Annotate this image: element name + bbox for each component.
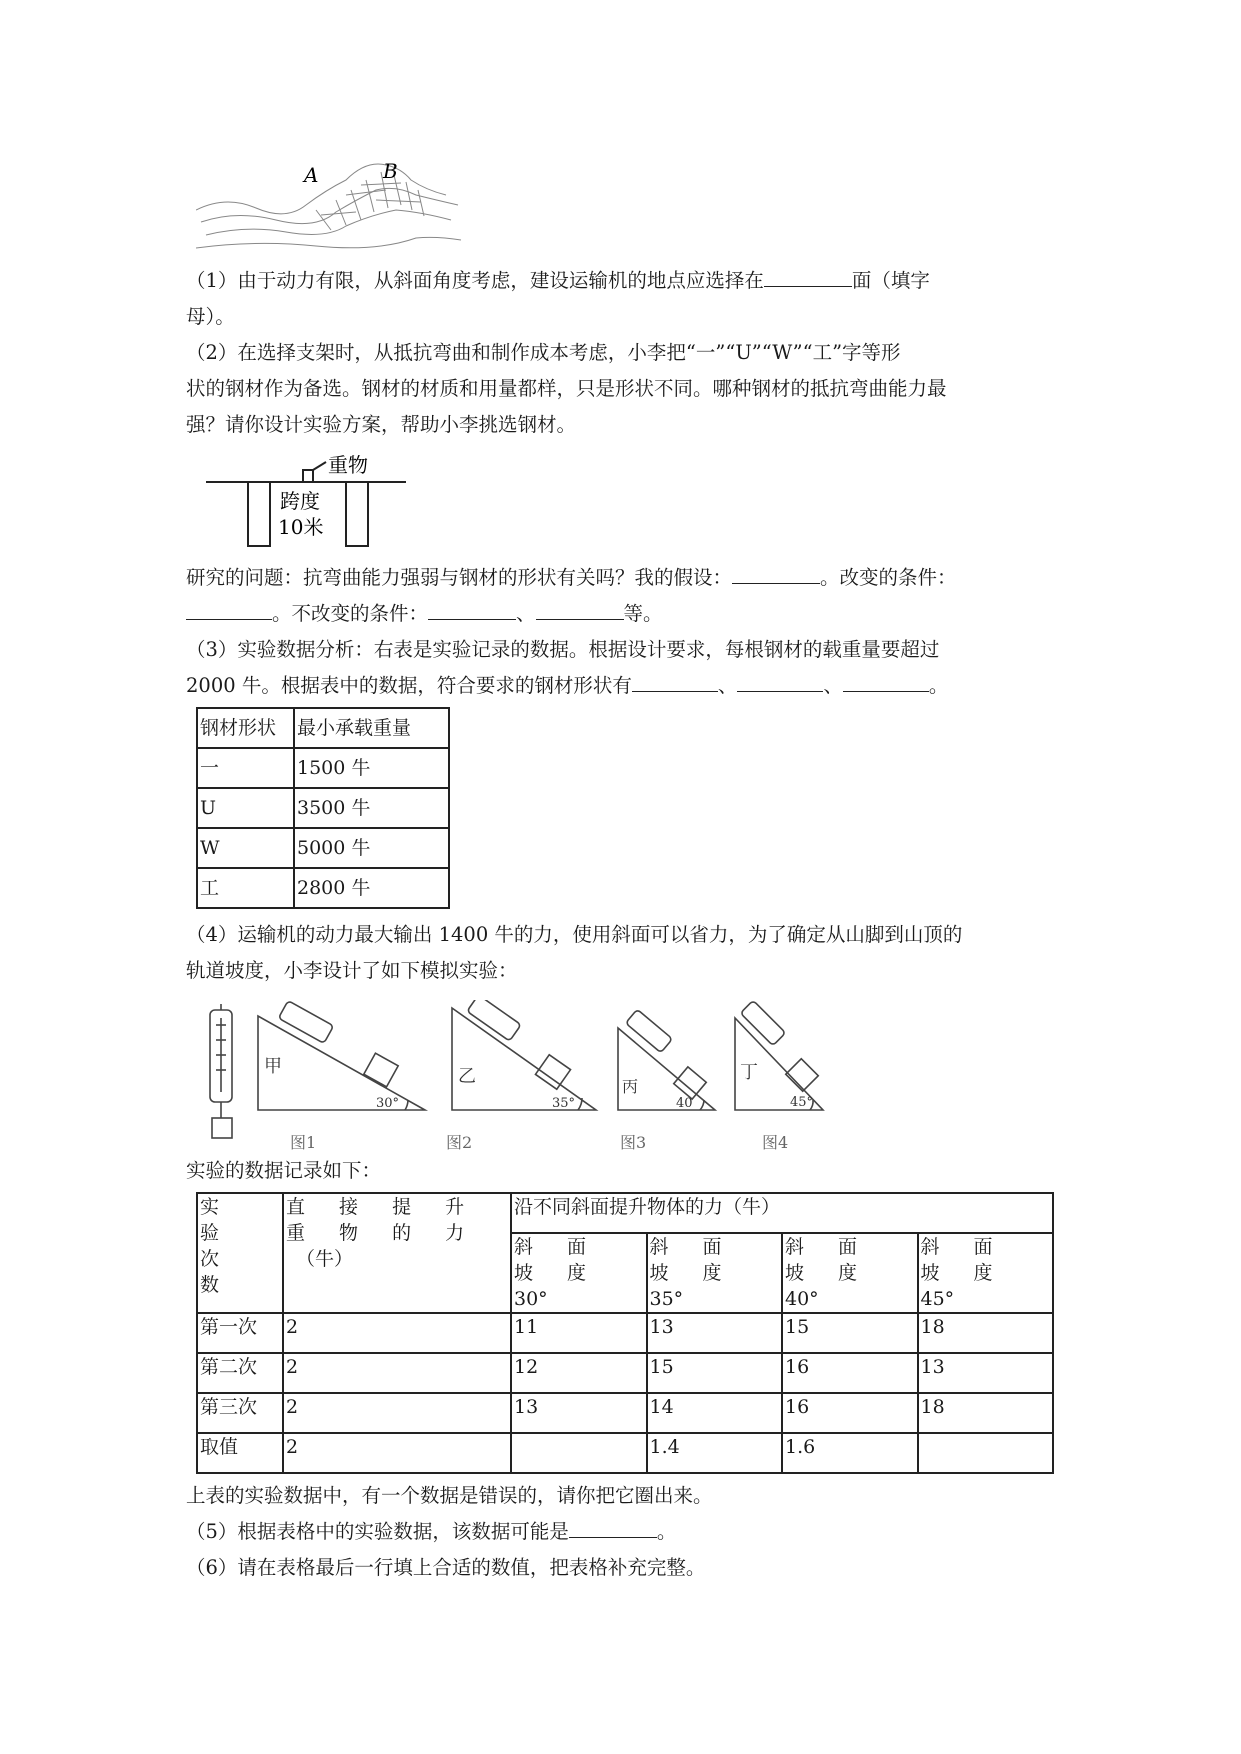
header-cell-group: 沿不同斜面提升物体的力（牛）	[511, 1193, 1053, 1233]
answer-blank-hypothesis[interactable]	[732, 565, 820, 584]
table-cell: 1500 牛	[294, 748, 449, 788]
q2-line1: （2）在选择支架时，从抵抗弯曲和制作成本考虑，小李把“一”“U”“W”“工”字等形	[186, 341, 901, 364]
answer-blank-unchanged-1[interactable]	[428, 601, 516, 620]
research-line2: 。不改变的条件： 、 等。	[186, 601, 1056, 627]
table-cell: 取值	[197, 1433, 283, 1473]
q1-line1: （1）由于动力有限，从斜面角度考虑，建设运输机的地点应选择在 面（填字	[186, 269, 930, 292]
table-row	[197, 748, 449, 788]
table-cell: 12	[511, 1353, 647, 1393]
q5-line: （5）根据表格中的实验数据，该数据可能是 。	[186, 1520, 677, 1543]
fig1-name: 甲	[264, 1056, 282, 1077]
table-cell: 11	[511, 1313, 647, 1353]
table-cell: 16	[782, 1353, 918, 1393]
header-cell-direct: 直 接 提 升 重 物 的 力 （牛）	[283, 1193, 511, 1313]
table-header-row	[197, 708, 449, 748]
header-cell-trial: 实 验 次 数	[197, 1193, 283, 1313]
answer-blank-shape-3[interactable]	[843, 673, 929, 692]
table-cell: 第二次	[197, 1353, 283, 1393]
table-cell[interactable]	[511, 1433, 647, 1473]
header-cell-slope-30: 斜 面 坡 度 30°	[511, 1233, 647, 1313]
table-cell: 1.4	[647, 1433, 783, 1473]
table-cell: 2	[283, 1433, 511, 1473]
table-cell: 一	[197, 748, 294, 788]
answer-blank-shape-2[interactable]	[737, 673, 823, 692]
weight-label: 重物	[328, 454, 368, 477]
q4-line2: 轨道坡度，小李设计了如下模拟实验：	[186, 959, 518, 982]
q2-line2: 状的钢材作为备选。钢材的材质和用量都样，只是形状不同。哪种钢材的抵抗弯曲能力最	[186, 377, 947, 400]
header-cell-slope-35: 斜 面 坡 度 35°	[647, 1233, 783, 1313]
q2-line3: 强？请你设计实验方案，帮助小李挑选钢材。	[186, 413, 577, 436]
after-table-note: 上表的实验数据中，有一个数据是错误的，请你把它圈出来。	[186, 1484, 713, 1507]
length-label: 10米	[278, 515, 324, 539]
answer-blank-shape-1[interactable]	[632, 673, 718, 692]
table-cell: 3500 牛	[294, 788, 449, 828]
table-cell: 18	[918, 1393, 1054, 1433]
table-row	[197, 1433, 1053, 1473]
answer-blank-q5[interactable]	[569, 1519, 657, 1538]
fig3-angle: 40	[676, 1096, 693, 1111]
label-a: A	[304, 163, 319, 187]
table-cell: 第三次	[197, 1393, 283, 1433]
table-cell: 13	[918, 1353, 1054, 1393]
table-cell: 2800 牛	[294, 868, 449, 908]
beam-figure	[206, 454, 406, 554]
table-row	[197, 1353, 1053, 1393]
header-cell-slope-40: 斜 面 坡 度 40°	[782, 1233, 918, 1313]
table-row	[197, 1393, 1053, 1433]
fig4-name: 丁	[740, 1062, 758, 1083]
steel-shape-table	[196, 707, 450, 909]
q3-line1: （3）实验数据分析：右表是实验记录的数据。根据设计要求，每根钢材的载重量要超过	[186, 638, 940, 661]
table-header-row	[197, 1193, 1053, 1233]
fig4-caption: 图4	[762, 1133, 789, 1152]
table-cell: 工	[197, 868, 294, 908]
answer-blank-q1[interactable]	[764, 268, 852, 287]
table-cell: 2	[283, 1313, 511, 1353]
table-cell: 5000 牛	[294, 828, 449, 868]
fig1-angle: 30°	[376, 1096, 400, 1111]
q6-line: （6）请在表格最后一行填上合适的数值，把表格补充完整。	[186, 1556, 706, 1579]
q1-line2: 母）。	[186, 305, 235, 328]
fig2-angle: 35°	[552, 1096, 576, 1111]
label-b: B	[383, 159, 398, 183]
header-cell-slope-45: 斜 面 坡 度 45°	[918, 1233, 1054, 1313]
incline-figures	[200, 1000, 840, 1155]
fig2-caption: 图2	[446, 1133, 473, 1152]
table-row	[197, 788, 449, 828]
table-cell: 13	[511, 1393, 647, 1433]
table-cell: 15	[782, 1313, 918, 1353]
fig3-caption: 图3	[620, 1133, 647, 1152]
table-cell: 16	[782, 1393, 918, 1433]
table-cell: 2	[283, 1353, 511, 1393]
header-cell: 最小承载重量	[294, 708, 449, 748]
header-cell: 钢材形状	[197, 708, 294, 748]
q3-line2: 2000 牛。根据表中的数据，符合要求的钢材形状有 、 、 。	[186, 674, 949, 697]
table-cell: 15	[647, 1353, 783, 1393]
fig1-caption: 图1	[290, 1133, 317, 1152]
table-cell: 第一次	[197, 1313, 283, 1353]
fig2-name: 乙	[458, 1066, 476, 1087]
incline-data-table	[196, 1192, 1054, 1474]
table-row	[197, 828, 449, 868]
table-row	[197, 1313, 1053, 1353]
table-cell: 14	[647, 1393, 783, 1433]
fig3-name: 丙	[622, 1077, 639, 1096]
table-cell[interactable]	[918, 1433, 1054, 1473]
table-cell: 13	[647, 1313, 783, 1353]
fig4-angle: 45°	[790, 1095, 814, 1110]
answer-blank-changed-condition[interactable]	[186, 601, 272, 620]
answer-blank-unchanged-2[interactable]	[536, 601, 624, 620]
q4-line1: （4）运输机的动力最大输出 1400 牛的力，使用斜面可以省力，为了确定从山脚到山顶的	[186, 923, 963, 946]
table-cell: 2	[283, 1393, 511, 1433]
research-line1: 研究的问题：抗弯曲能力强弱与钢材的形状有关吗？我的假设： 。改变的条件：	[186, 566, 957, 589]
mountain-figure	[196, 150, 466, 260]
data-intro: 实验的数据记录如下：	[186, 1159, 382, 1182]
table-cell: U	[197, 788, 294, 828]
table-cell: 18	[918, 1313, 1054, 1353]
table-cell: W	[197, 828, 294, 868]
table-row	[197, 868, 449, 908]
table-cell: 1.6	[782, 1433, 918, 1473]
span-label: 跨度	[280, 489, 320, 513]
